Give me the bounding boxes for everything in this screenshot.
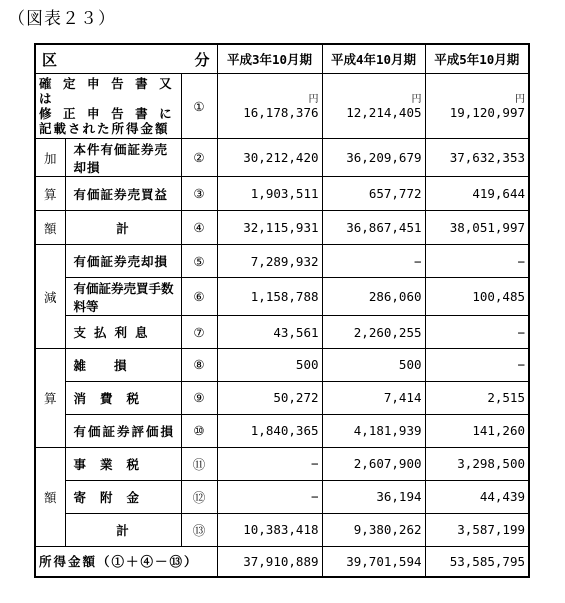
- value-cell: 419,644: [425, 177, 529, 211]
- value-cell: 50,272: [217, 381, 322, 414]
- value-cell: 53,585,795: [425, 546, 529, 577]
- value-cell: −: [217, 480, 322, 513]
- header-bun: 分: [194, 50, 210, 69]
- row-label: 有価証券評価損: [65, 414, 181, 447]
- header-ku: 区: [42, 50, 58, 69]
- value-cell: 円 19,120,997: [425, 74, 529, 139]
- yen-unit: 円: [308, 94, 319, 106]
- table-row: [35, 245, 529, 278]
- declared-income-row: [35, 74, 529, 139]
- value-cell: 3,298,500: [425, 447, 529, 480]
- income-adjustment-table: [34, 43, 530, 578]
- value-cell: 1,903,511: [217, 177, 322, 211]
- value-cell: 9,380,262: [322, 513, 425, 546]
- row-marker: ⑨: [181, 381, 217, 414]
- row-marker: ④: [181, 211, 217, 245]
- value-cell: 39,701,594: [322, 546, 425, 577]
- row-label: 有価証券売買手数料等: [65, 278, 181, 316]
- figure-caption: （図表２３）: [8, 9, 116, 29]
- value-cell: 286,060: [322, 278, 425, 316]
- row-marker: ③: [181, 177, 217, 211]
- total-row: [35, 546, 529, 577]
- table-row: [35, 316, 529, 349]
- row-label: 支払利息: [65, 316, 181, 349]
- value-cell: 4,181,939: [322, 414, 425, 447]
- value-cell: 100,485: [425, 278, 529, 316]
- row-marker: ⑩: [181, 414, 217, 447]
- value-cell: 2,260,255: [322, 316, 425, 349]
- row-marker: ⑦: [181, 316, 217, 349]
- value-cell: 7,414: [322, 381, 425, 414]
- value-cell: 657,772: [322, 177, 425, 211]
- row-label: 計: [65, 513, 181, 546]
- table-row: [35, 381, 529, 414]
- value-cell: 36,194: [322, 480, 425, 513]
- row-marker: ②: [181, 139, 217, 177]
- header-col-1: 平成3年10月期: [217, 44, 322, 74]
- value-cell: 30,212,420: [217, 139, 322, 177]
- value-cell: −: [425, 349, 529, 382]
- value-cell: 36,209,679: [322, 139, 425, 177]
- row-marker: ⑥: [181, 278, 217, 316]
- kasan-label-san: 算: [35, 177, 65, 211]
- row-label: 雑損: [65, 349, 181, 382]
- row-label: 有価証券売買益: [65, 177, 181, 211]
- value-cell: 2,607,900: [322, 447, 425, 480]
- kasan-label-gaku: 額: [35, 211, 65, 245]
- table-row: [35, 414, 529, 447]
- value-cell: 円 12,214,405: [322, 74, 425, 139]
- table-row: [35, 513, 529, 546]
- header-col-2: 平成4年10月期: [322, 44, 425, 74]
- row-label: 有価証券売却損: [65, 245, 181, 278]
- value-cell: −: [217, 447, 322, 480]
- header-category: [35, 44, 217, 74]
- kasan-label-ka: 加: [35, 139, 65, 177]
- value-cell: 2,515: [425, 381, 529, 414]
- value-cell: 500: [217, 349, 322, 382]
- value-cell: 43,561: [217, 316, 322, 349]
- gensan-label-gaku: 額: [35, 447, 65, 546]
- value-cell: 3,587,199: [425, 513, 529, 546]
- value-cell: 32,115,931: [217, 211, 322, 245]
- value-cell: 44,439: [425, 480, 529, 513]
- table-row: [35, 480, 529, 513]
- row-marker: ⑤: [181, 245, 217, 278]
- value-cell: 1,840,365: [217, 414, 322, 447]
- row-label: 計: [65, 211, 181, 245]
- table-row: [35, 211, 529, 245]
- row-marker: ⑪: [181, 447, 217, 480]
- total-label: 所得金額（①＋④－⑬）: [35, 546, 217, 577]
- value-cell: 500: [322, 349, 425, 382]
- value-cell: 7,289,932: [217, 245, 322, 278]
- value-cell: 円 16,178,376: [217, 74, 322, 139]
- value-cell: −: [425, 245, 529, 278]
- declared-income-label: 確 定 申 告 書 又 は 修 正 申 告 書 に 記載された所得金額: [35, 74, 181, 139]
- table-row: [35, 177, 529, 211]
- value-cell: 10,383,418: [217, 513, 322, 546]
- value-cell: 38,051,997: [425, 211, 529, 245]
- value-cell: 141,260: [425, 414, 529, 447]
- gensan-label-gen: 減: [35, 245, 65, 349]
- table-row: [35, 139, 529, 177]
- value-cell: −: [425, 316, 529, 349]
- table-row: [35, 278, 529, 316]
- yen-unit: 円: [411, 94, 422, 106]
- value-cell: −: [322, 245, 425, 278]
- gensan-label-san: 算: [35, 349, 65, 448]
- value-cell: 37,910,889: [217, 546, 322, 577]
- row-label: 寄附金: [65, 480, 181, 513]
- row-marker: ①: [181, 74, 217, 139]
- header-row: [35, 44, 529, 74]
- row-marker: ⑧: [181, 349, 217, 382]
- value-cell: 36,867,451: [322, 211, 425, 245]
- row-label: 本件有価証券売却損: [65, 139, 181, 177]
- value-cell: 1,158,788: [217, 278, 322, 316]
- row-label: 消費税: [65, 381, 181, 414]
- table-row: [35, 349, 529, 382]
- value-cell: 37,632,353: [425, 139, 529, 177]
- row-marker: ⑫: [181, 480, 217, 513]
- row-marker: ⑬: [181, 513, 217, 546]
- header-col-3: 平成5年10月期: [425, 44, 529, 74]
- table-row: [35, 447, 529, 480]
- row-label: 事業税: [65, 447, 181, 480]
- yen-unit: 円: [515, 94, 525, 106]
